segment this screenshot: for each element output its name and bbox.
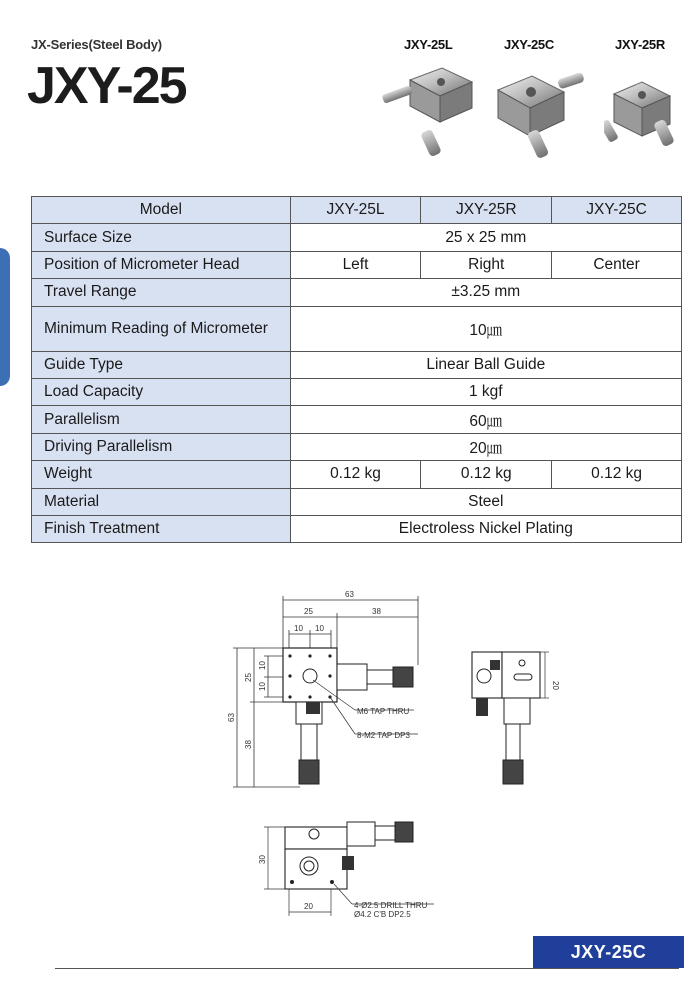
- row-value: 0.12 kg: [552, 461, 682, 488]
- table-header-col: JXY-25L: [290, 197, 421, 224]
- row-value: 25 x 25 mm: [290, 224, 681, 251]
- row-value: 10㎛: [290, 306, 681, 351]
- page-title: JXY-25: [27, 57, 186, 115]
- row-value: Electroless Nickel Plating: [290, 515, 681, 542]
- row-value: 1 kgf: [290, 378, 681, 405]
- row-label: Travel Range: [32, 279, 291, 306]
- table-header-label: Model: [32, 197, 291, 224]
- row-value: Center: [552, 251, 682, 278]
- dim-38-top: 38: [372, 607, 381, 616]
- row-label: Load Capacity: [32, 378, 291, 405]
- dim-38-left: 38: [244, 740, 253, 749]
- row-value: Left: [290, 251, 421, 278]
- row-value: 60㎛: [290, 406, 681, 433]
- row-value: Steel: [290, 488, 681, 515]
- product-label-25l: JXY-25L: [404, 37, 453, 52]
- product-label-25r: JXY-25R: [615, 37, 665, 52]
- product-label-25c: JXY-25C: [504, 37, 554, 52]
- note-cbore: Ø4.2 C'B DP2.5: [354, 910, 411, 919]
- dim-63-top: 63: [345, 590, 354, 599]
- dim-10-top-a: 10: [294, 624, 303, 633]
- row-label: Surface Size: [32, 224, 291, 251]
- row-value: ±3.25 mm: [290, 279, 681, 306]
- row-label: Material: [32, 488, 291, 515]
- row-label: Driving Parallelism: [32, 433, 291, 460]
- model-badge: JXY-25C: [533, 936, 684, 968]
- dim-25-left: 25: [244, 673, 253, 682]
- table-header-col: JXY-25R: [421, 197, 552, 224]
- dim-20-bottom: 20: [304, 902, 313, 911]
- note-drill: 4-Ø2.5 DRILL THRU: [354, 901, 428, 910]
- dim-10-left-b: 10: [258, 682, 267, 691]
- dim-25-top: 25: [304, 607, 313, 616]
- row-value: 20㎛: [290, 433, 681, 460]
- row-label: Minimum Reading of Micrometer: [32, 306, 291, 351]
- row-label: Finish Treatment: [32, 515, 291, 542]
- footer-divider: [55, 968, 679, 969]
- dim-30-bottom: 30: [258, 855, 267, 864]
- note-m6-tap: M6 TAP THRU: [357, 707, 410, 716]
- row-value: Right: [421, 251, 552, 278]
- row-value: Linear Ball Guide: [290, 351, 681, 378]
- dim-20-side: 20: [551, 681, 560, 690]
- dim-10-left-a: 10: [258, 661, 267, 670]
- table-header-col: JXY-25C: [552, 197, 682, 224]
- row-label: Weight: [32, 461, 291, 488]
- series-subtitle: JX-Series(Steel Body): [31, 37, 162, 52]
- row-value: 0.12 kg: [290, 461, 421, 488]
- row-value: 0.12 kg: [421, 461, 552, 488]
- row-label: Guide Type: [32, 351, 291, 378]
- row-label: Position of Micrometer Head: [32, 251, 291, 278]
- row-label: Parallelism: [32, 406, 291, 433]
- dim-63-left: 63: [227, 713, 236, 722]
- dim-10-top-b: 10: [315, 624, 324, 633]
- note-m2-tap: 8-M2 TAP DP3: [357, 731, 410, 740]
